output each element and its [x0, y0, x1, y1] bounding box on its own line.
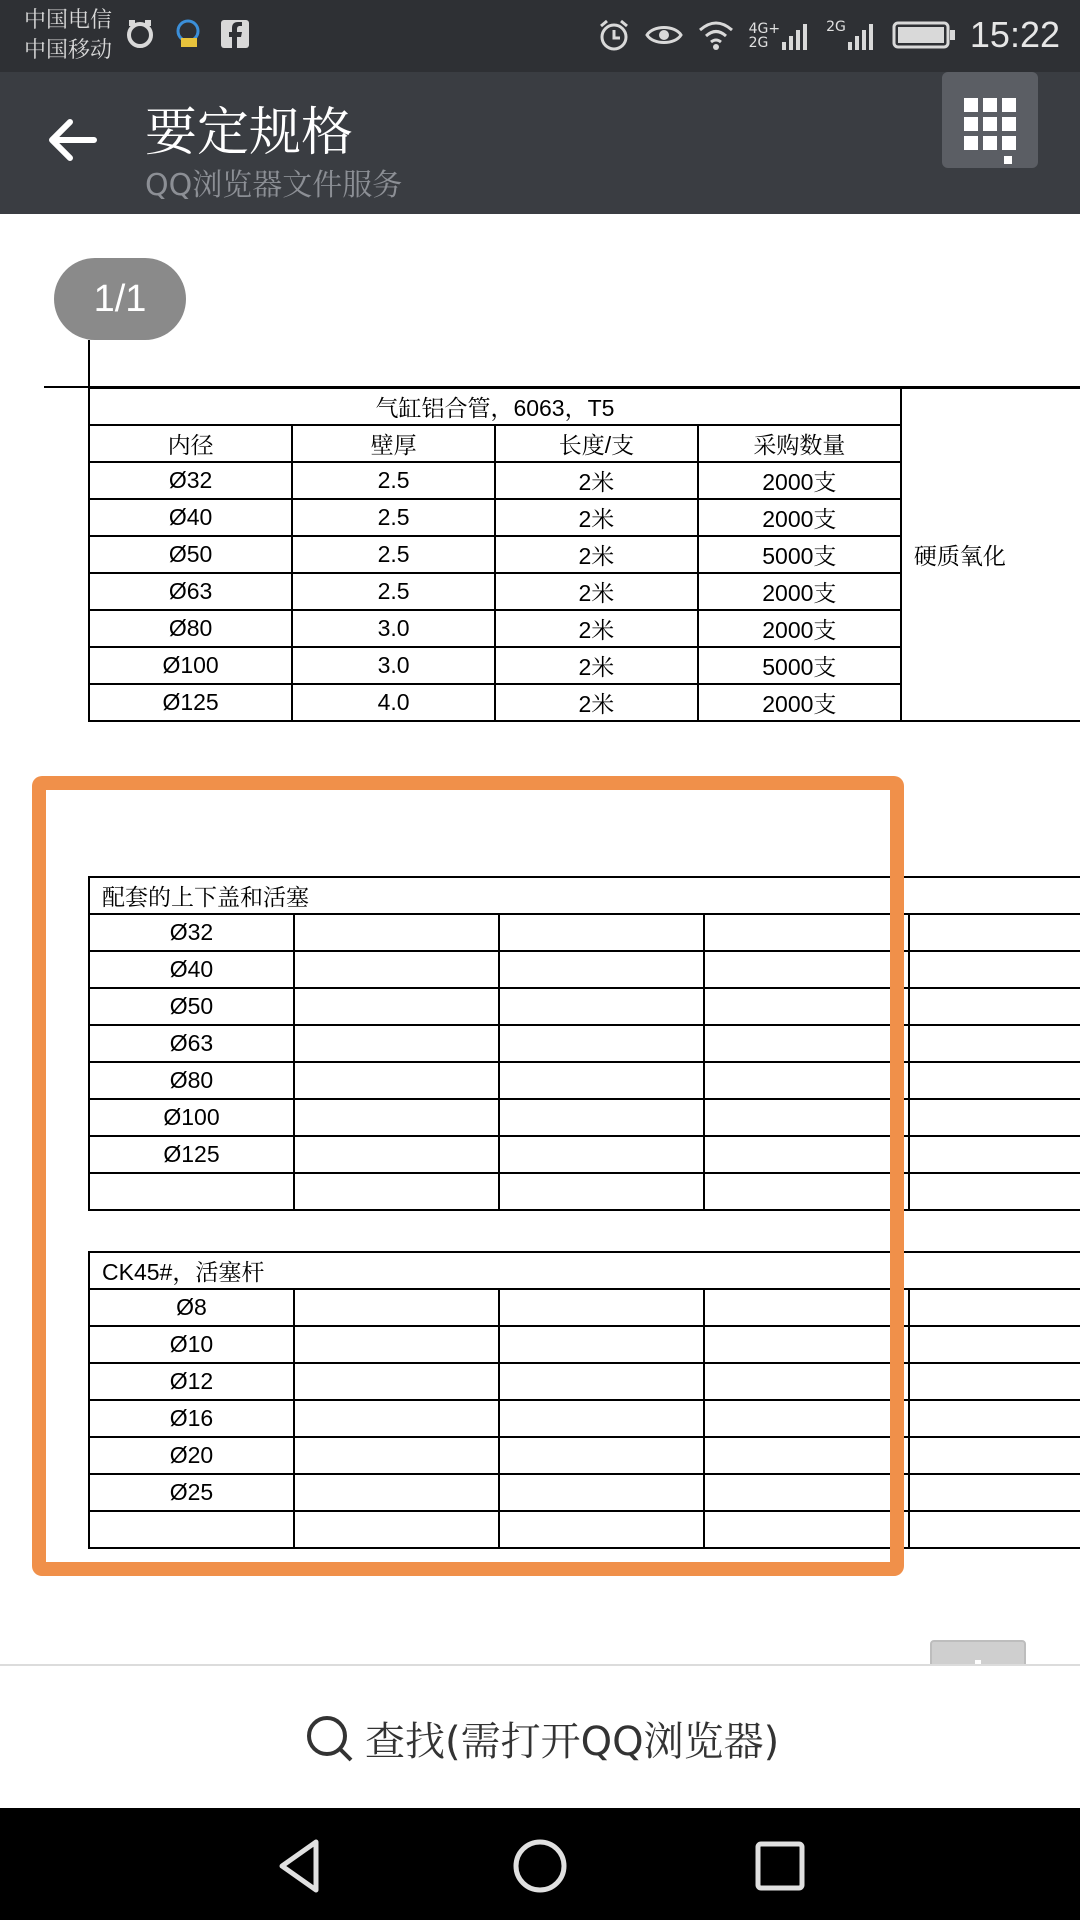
table-cell [499, 1437, 704, 1474]
table-cell: 2米 [495, 647, 698, 684]
table-cell: 2.5 [292, 573, 495, 610]
table-cell: Ø80 [89, 1062, 294, 1099]
table-cell [499, 951, 704, 988]
net-label-2g: 2G [748, 35, 769, 51]
table-cell [294, 1400, 499, 1437]
table-cell [704, 1400, 909, 1437]
column-header: 采购数量 [698, 425, 901, 462]
table-title: 气缸铝合管，6063，T5 [89, 388, 901, 425]
table-cell: Ø50 [89, 988, 294, 1025]
table-row [89, 1474, 1080, 1511]
table-cell: 2米 [495, 573, 698, 610]
table-cell: Ø63 [89, 1025, 294, 1062]
grid-dot-icon [964, 117, 978, 131]
table-row [89, 1511, 1080, 1548]
table-cell [909, 1025, 1080, 1062]
title-bar [0, 72, 1080, 214]
page-subtitle: QQ浏览器文件服务 [145, 168, 403, 203]
table-cell: Ø10 [89, 1326, 294, 1363]
table-cell [294, 951, 499, 988]
grid-menu-button[interactable] [942, 72, 1038, 168]
table-row [89, 877, 1080, 914]
table-cell [499, 1062, 704, 1099]
table-row [89, 388, 1080, 425]
table-cell [499, 1136, 704, 1173]
table-cell: Ø25 [89, 1474, 294, 1511]
table-cell: 3.0 [292, 610, 495, 647]
spec-table-tubes [88, 387, 1080, 722]
table-cell: 4.0 [292, 684, 495, 721]
net-label-4g: 4G+ [748, 21, 781, 37]
table-cell: 2米 [495, 536, 698, 573]
table-cell [704, 1437, 909, 1474]
table-row [89, 1400, 1080, 1437]
search-label: 查找(需打开QQ浏览器) [365, 1719, 780, 1765]
side-note: 硬质氧化 [901, 388, 1080, 721]
grid-dot-icon [964, 98, 978, 112]
overflow-dot-icon [1004, 156, 1012, 164]
alarm-notification-icon [125, 18, 155, 50]
page-title: 要定规格 [145, 103, 354, 163]
table-cell [294, 1437, 499, 1474]
table-cell [499, 1099, 704, 1136]
table-cell [294, 988, 499, 1025]
table-cell [499, 1289, 704, 1326]
table-cell: 2米 [495, 499, 698, 536]
table-cell [909, 1363, 1080, 1400]
table-cell: 2米 [495, 610, 698, 647]
table-cell [704, 1511, 909, 1548]
network-type-2 [826, 20, 878, 50]
table-cell [499, 988, 704, 1025]
table-cell [89, 1173, 294, 1210]
table-cell: Ø32 [89, 914, 294, 951]
table-cell [704, 951, 909, 988]
system-nav-bar [0, 1808, 1080, 1920]
table-cell [909, 1511, 1080, 1548]
column-header: 内径 [89, 425, 292, 462]
table-cell [499, 1326, 704, 1363]
table-cell [909, 988, 1080, 1025]
table-cell: Ø80 [89, 610, 292, 647]
table-cell [704, 1099, 909, 1136]
network-type-1 [749, 20, 813, 50]
nav-recents-icon[interactable] [750, 1836, 810, 1896]
table-cell [909, 1437, 1080, 1474]
table-cell: 5000支 [698, 647, 901, 684]
table-cell [909, 1474, 1080, 1511]
table-cell [294, 914, 499, 951]
table-row [89, 1252, 1080, 1289]
table-title: 配套的上下盖和活塞 [89, 877, 1080, 914]
table-cell: Ø125 [89, 1136, 294, 1173]
table-cell: 5000支 [698, 536, 901, 573]
signal-bars-2-icon [848, 20, 878, 50]
grid-dot-icon [1002, 136, 1016, 150]
column-header: 长度/支 [495, 425, 698, 462]
table-cell [294, 1474, 499, 1511]
table-cell [499, 1363, 704, 1400]
table-row [89, 1136, 1080, 1173]
table-cell: Ø32 [89, 462, 292, 499]
table-cell [909, 951, 1080, 988]
search-icon [305, 1714, 355, 1764]
table-cell: 3.0 [292, 647, 495, 684]
table-cell [909, 1062, 1080, 1099]
doc-divider-vertical [88, 340, 90, 388]
wifi-icon [697, 20, 735, 50]
table-cell [294, 1326, 499, 1363]
status-bar [0, 0, 1080, 72]
table-cell: Ø100 [89, 1099, 294, 1136]
table-cell: Ø40 [89, 499, 292, 536]
table-cell [294, 1136, 499, 1173]
table-cell [704, 914, 909, 951]
table-row [89, 1062, 1080, 1099]
table-cell [909, 1289, 1080, 1326]
grid-dot-icon [1002, 117, 1016, 131]
table-cell [704, 1173, 909, 1210]
back-arrow-icon[interactable] [42, 110, 102, 170]
clock-time: 15:22 [969, 14, 1060, 55]
grid-dot-icon [1002, 98, 1016, 112]
table-cell: 2000支 [698, 573, 901, 610]
table-title: CK45#，活塞杆 [89, 1252, 1080, 1289]
table-cell [909, 1099, 1080, 1136]
table-row [89, 1437, 1080, 1474]
table-row [89, 1025, 1080, 1062]
table-cell: 2000支 [698, 610, 901, 647]
table-cell [909, 1326, 1080, 1363]
eye-comfort-icon [645, 21, 683, 49]
table-cell [499, 914, 704, 951]
table-row [89, 1099, 1080, 1136]
table-cell: 2000支 [698, 462, 901, 499]
table-cell: 2.5 [292, 499, 495, 536]
table-cell: Ø63 [89, 573, 292, 610]
chat-app-icon [173, 18, 203, 50]
alarm-clock-icon [597, 18, 631, 52]
table-row [89, 914, 1080, 951]
column-header: 壁厚 [292, 425, 495, 462]
table-cell [294, 1511, 499, 1548]
grid-dot-icon [964, 136, 978, 150]
table-row [89, 1363, 1080, 1400]
table-cell [89, 1511, 294, 1548]
signal-bars-icon [782, 20, 812, 50]
spec-table-caps-pistons [88, 876, 1080, 1211]
table-cell: 2米 [495, 462, 698, 499]
table-cell: Ø20 [89, 1437, 294, 1474]
table-row [89, 1326, 1080, 1363]
table-cell: 2米 [495, 684, 698, 721]
table-cell [704, 1289, 909, 1326]
table-cell: 2.5 [292, 462, 495, 499]
carrier-1: 中国电信 [24, 8, 113, 33]
grid-dot-icon [983, 98, 997, 112]
table-cell: 2000支 [698, 684, 901, 721]
table-cell [704, 1363, 909, 1400]
carrier-2: 中国移动 [24, 38, 113, 63]
table-cell [909, 914, 1080, 951]
table-row [89, 988, 1080, 1025]
table-cell: 2000支 [698, 499, 901, 536]
grid-dot-icon [983, 136, 997, 150]
table-cell [499, 1400, 704, 1437]
table-cell: Ø40 [89, 951, 294, 988]
net-label-2g-second: 2G [826, 19, 846, 35]
table-cell [909, 1136, 1080, 1173]
table-cell: Ø12 [89, 1363, 294, 1400]
nav-back-icon[interactable] [270, 1836, 330, 1896]
table-row [89, 1289, 1080, 1326]
table-cell [704, 1062, 909, 1099]
table-cell [909, 1400, 1080, 1437]
table-cell: Ø50 [89, 536, 292, 573]
table-cell [294, 1363, 499, 1400]
carrier-info [24, 6, 112, 66]
facebook-icon [221, 20, 249, 48]
table-cell [294, 1099, 499, 1136]
battery-icon [892, 20, 956, 50]
table-cell: Ø16 [89, 1400, 294, 1437]
table-cell [909, 1173, 1080, 1210]
table-cell [499, 1474, 704, 1511]
table-cell: Ø100 [89, 647, 292, 684]
table-row [89, 951, 1080, 988]
table-cell [704, 1136, 909, 1173]
table-cell [294, 1025, 499, 1062]
table-cell: Ø125 [89, 684, 292, 721]
table-cell: 2.5 [292, 536, 495, 573]
table-cell: Ø8 [89, 1289, 294, 1326]
spec-table-piston-rods [88, 1251, 1080, 1549]
search-bar[interactable] [0, 1664, 1080, 1810]
table-cell [499, 1025, 704, 1062]
table-cell [499, 1173, 704, 1210]
table-cell [294, 1062, 499, 1099]
nav-home-icon[interactable] [510, 1836, 570, 1896]
table-cell [499, 1511, 704, 1548]
table-row [89, 1173, 1080, 1210]
table-cell [704, 1025, 909, 1062]
table-cell [704, 988, 909, 1025]
table-cell [704, 1474, 909, 1511]
system-status-icons [597, 14, 1060, 56]
grid-dot-icon [983, 117, 997, 131]
table-cell [704, 1326, 909, 1363]
table-cell [294, 1173, 499, 1210]
page-indicator: 1/1 [54, 258, 186, 340]
notification-icons [125, 18, 249, 50]
table-cell [294, 1289, 499, 1326]
